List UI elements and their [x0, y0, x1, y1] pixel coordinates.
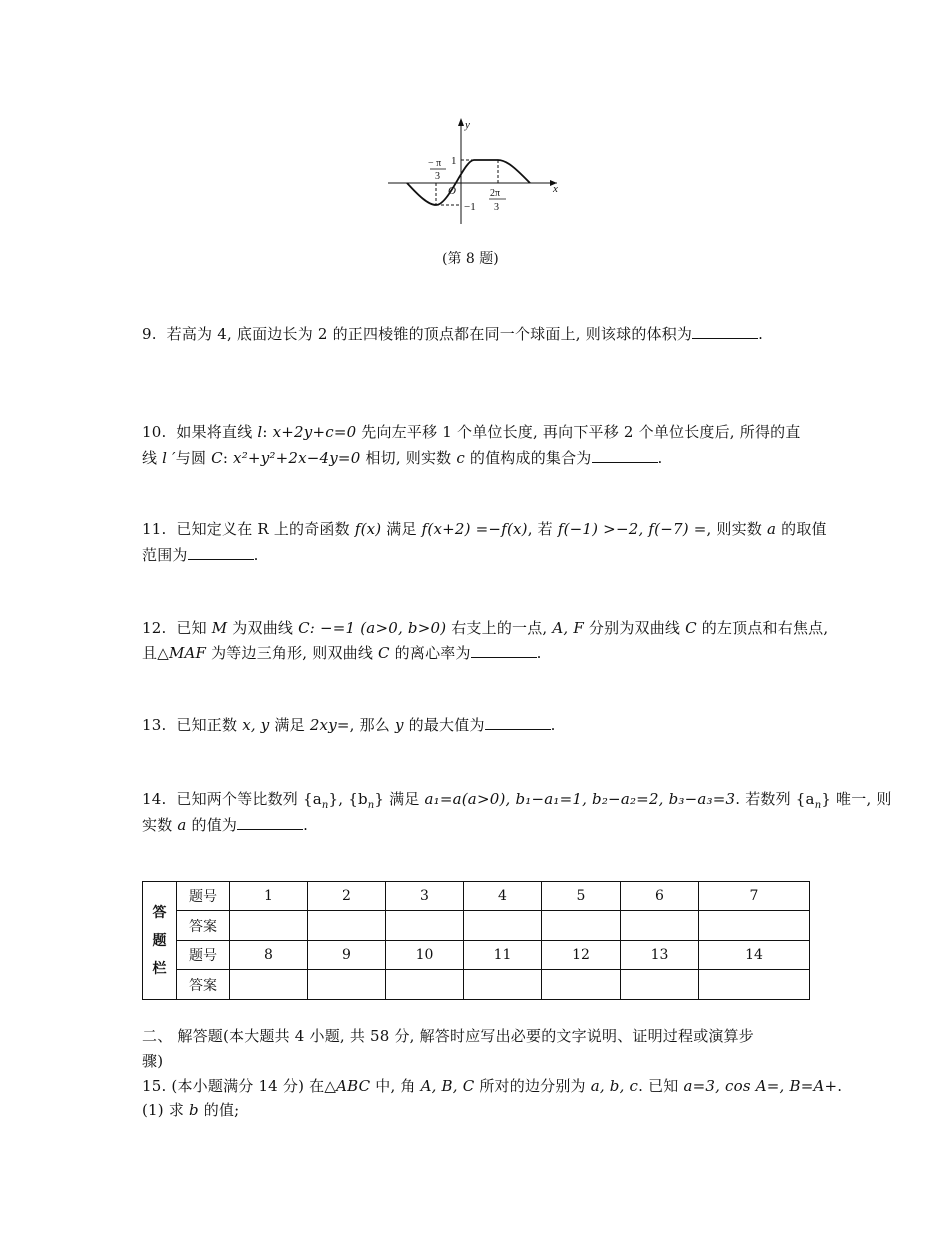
answer-cell[interactable]	[621, 911, 699, 941]
label-char: 题	[152, 932, 167, 949]
var: x, y	[242, 716, 270, 734]
condition: f(−1) >−2, f(−7) =	[557, 520, 707, 538]
answer-table	[142, 881, 810, 1000]
table-cell: 10	[386, 941, 464, 970]
var: C	[378, 644, 390, 662]
text: , 那么	[349, 716, 395, 734]
question-9	[142, 323, 763, 344]
label-char: 栏	[152, 960, 167, 977]
question-number: 13.	[142, 716, 167, 734]
question-11-line-1	[142, 518, 827, 539]
row-label: 题号	[177, 882, 230, 911]
answer-blank[interactable]	[485, 716, 551, 730]
text: 如果将直线	[176, 423, 258, 441]
equation: : −=1 (a>0, b>0)	[309, 619, 447, 637]
answer-cell[interactable]	[699, 970, 810, 1000]
answer-cell[interactable]	[542, 970, 621, 1000]
row-label: 答案	[177, 970, 230, 1000]
question-end: .	[657, 449, 663, 467]
answer-cell[interactable]	[542, 911, 621, 941]
text: 实数	[142, 816, 178, 834]
text: . 若数列 {a	[735, 790, 815, 808]
question-end: .	[253, 546, 259, 564]
question-14-line-1	[142, 788, 892, 811]
text: 的离心率为	[389, 644, 471, 662]
row-label: 题号	[177, 941, 230, 970]
question-end: .	[536, 644, 542, 662]
question-10-line-2	[142, 447, 662, 468]
table-cell: 8	[230, 941, 308, 970]
text: 线	[142, 449, 163, 467]
answer-blank[interactable]	[471, 644, 537, 658]
subscript: n	[321, 800, 329, 811]
question-end: .	[303, 816, 309, 834]
answer-column-label	[143, 882, 177, 1000]
text: 的值为	[186, 816, 238, 834]
table-cell: 6	[621, 882, 699, 911]
answer-cell[interactable]	[464, 970, 542, 1000]
table-cell: 4	[464, 882, 542, 911]
table-row-answers-2	[143, 970, 810, 1000]
y-axis-label: y	[465, 119, 470, 131]
text: 与圆	[175, 449, 212, 467]
text: .	[837, 1077, 843, 1095]
text: :	[262, 423, 273, 441]
table-cell: 7	[699, 882, 810, 911]
table-cell: 11	[464, 941, 542, 970]
question-number: 12.	[142, 619, 167, 637]
table-cell: 13	[621, 941, 699, 970]
neg-pi-third-numerator: − π	[428, 158, 442, 169]
table-cell: 12	[542, 941, 621, 970]
var: C	[298, 619, 310, 637]
var: l ′	[162, 449, 176, 467]
answer-blank[interactable]	[237, 816, 303, 830]
text: 已知两个等比数列 {a	[176, 790, 322, 808]
text: } 满足	[374, 790, 425, 808]
text: . 已知	[638, 1077, 684, 1095]
table-cell: 1	[230, 882, 308, 911]
answer-cell[interactable]	[308, 970, 386, 1000]
sine-graph-figure	[380, 112, 570, 230]
row-label: 答案	[177, 911, 230, 941]
question-end: .	[758, 325, 764, 343]
text: 所对的边分别为	[474, 1077, 591, 1095]
text: 的值;	[198, 1101, 240, 1119]
text: (1) 求	[142, 1101, 189, 1119]
answer-cell[interactable]	[621, 970, 699, 1000]
var: b	[188, 1101, 199, 1119]
table-cell: 5	[542, 882, 621, 911]
text: 的左顶点和右焦点,	[696, 619, 829, 637]
table-row-question-numbers-2	[143, 941, 810, 970]
var: a	[767, 520, 777, 538]
question-number: 11.	[142, 520, 167, 538]
text: 先向左平移 1 个单位长度, 再向下平移 2 个单位长度后, 所得的直	[356, 423, 801, 441]
text: } 唯一, 则	[821, 790, 892, 808]
question-number: 14.	[142, 790, 167, 808]
question-number: 9.	[142, 325, 157, 343]
question-10-line-1	[142, 421, 801, 442]
origin-label: O	[448, 185, 456, 197]
answer-cell[interactable]	[386, 970, 464, 1000]
text: 15. (本小题满分 14 分) 在△	[142, 1077, 337, 1095]
question-12-line-2	[142, 642, 542, 663]
text: , 则实数	[706, 520, 768, 538]
question-end: .	[550, 716, 556, 734]
text: 为等边三角形, 则双曲线	[206, 644, 379, 662]
answer-cell[interactable]	[386, 911, 464, 941]
text: 分别为双曲线	[583, 619, 686, 637]
text: 且△	[142, 644, 169, 662]
text: 已知	[176, 619, 212, 637]
question-13	[142, 714, 556, 735]
figure-caption: (第 8 题)	[442, 251, 499, 267]
section-2-heading-line-1: 二、 解答题(本大题共 4 小题, 共 58 分, 解答时应写出必要的文字说明、证明过程或演算步	[142, 1027, 754, 1045]
answer-cell[interactable]	[699, 911, 810, 941]
answer-cell[interactable]	[230, 911, 308, 941]
text: 中, 角	[370, 1077, 421, 1095]
text: 相切, 则实数	[360, 449, 457, 467]
equation: 2xy=	[309, 716, 350, 734]
subscript: n	[367, 800, 375, 811]
var: MAF	[168, 644, 207, 662]
var: A, B, C	[420, 1077, 475, 1095]
question-15-part-1	[142, 1099, 239, 1120]
text: 满足	[381, 520, 422, 538]
subscript: n	[814, 800, 822, 811]
var: y	[394, 716, 404, 734]
table-cell: 2	[308, 882, 386, 911]
answer-blank[interactable]	[692, 325, 758, 339]
var: a	[177, 816, 187, 834]
answer-blank[interactable]	[188, 546, 254, 560]
var: c	[456, 449, 465, 467]
text: , 若	[527, 520, 558, 538]
text: 右支上的一点,	[446, 619, 553, 637]
text: 的值构成的集合为	[464, 449, 592, 467]
table-cell: 3	[386, 882, 464, 911]
function: f(x)	[354, 520, 382, 538]
var: C	[685, 619, 697, 637]
text: 的最大值为	[403, 716, 485, 734]
tick-one-label: 1	[451, 155, 457, 167]
answer-cell[interactable]	[464, 911, 542, 941]
answer-cell[interactable]	[230, 970, 308, 1000]
question-number: 10.	[142, 423, 167, 441]
answer-cell[interactable]	[308, 911, 386, 941]
question-text: 若高为 4, 底面边长为 2 的正四棱锥的顶点都在同一个球面上, 则该球的体积为	[166, 325, 693, 343]
answer-blank[interactable]	[592, 449, 658, 463]
two-pi-third-denominator: 3	[494, 202, 499, 213]
equation: a=3, cos A=, B=A+	[683, 1077, 838, 1095]
table-row-answers-1	[143, 911, 810, 941]
text: 已知定义在 R 上的奇函数	[176, 520, 355, 538]
table-row-question-numbers-1	[143, 882, 810, 911]
var: ABC	[336, 1077, 371, 1095]
equation: x+2y+c=0	[272, 423, 357, 441]
var: M	[211, 619, 228, 637]
var: a, b, c	[590, 1077, 639, 1095]
text: 的取值	[776, 520, 827, 538]
text: 为双曲线	[227, 619, 299, 637]
equation: f(x+2) =−f(x)	[421, 520, 528, 538]
equation: x²+y²+2x−4y=0	[233, 449, 361, 467]
equation: a₁=a(a>0), b₁−a₁=1, b₂−a₂=2, b₃−a₃=3	[424, 790, 736, 808]
x-axis-label: x	[553, 183, 558, 195]
table-cell: 9	[308, 941, 386, 970]
text: 已知正数	[176, 716, 243, 734]
text: :	[222, 449, 234, 467]
question-12-line-1	[142, 617, 828, 638]
label-char: 答	[152, 904, 167, 921]
var: A, F	[552, 619, 584, 637]
y-axis-arrow	[458, 118, 464, 126]
text: 范围为	[142, 546, 188, 564]
section-2-heading-line-2: 骤)	[142, 1052, 164, 1070]
two-pi-third-numerator: 2π	[490, 188, 501, 199]
question-15-line-1	[142, 1075, 842, 1096]
table-cell: 14	[699, 941, 810, 970]
question-14-line-2	[142, 814, 308, 835]
question-11-line-2	[142, 544, 259, 565]
var: C	[211, 449, 223, 467]
text: 满足	[269, 716, 310, 734]
text: }, {b	[328, 790, 368, 808]
tick-neg-one-label: −1	[464, 201, 476, 213]
var: l	[257, 423, 263, 441]
neg-pi-third-denominator: 3	[435, 171, 440, 182]
